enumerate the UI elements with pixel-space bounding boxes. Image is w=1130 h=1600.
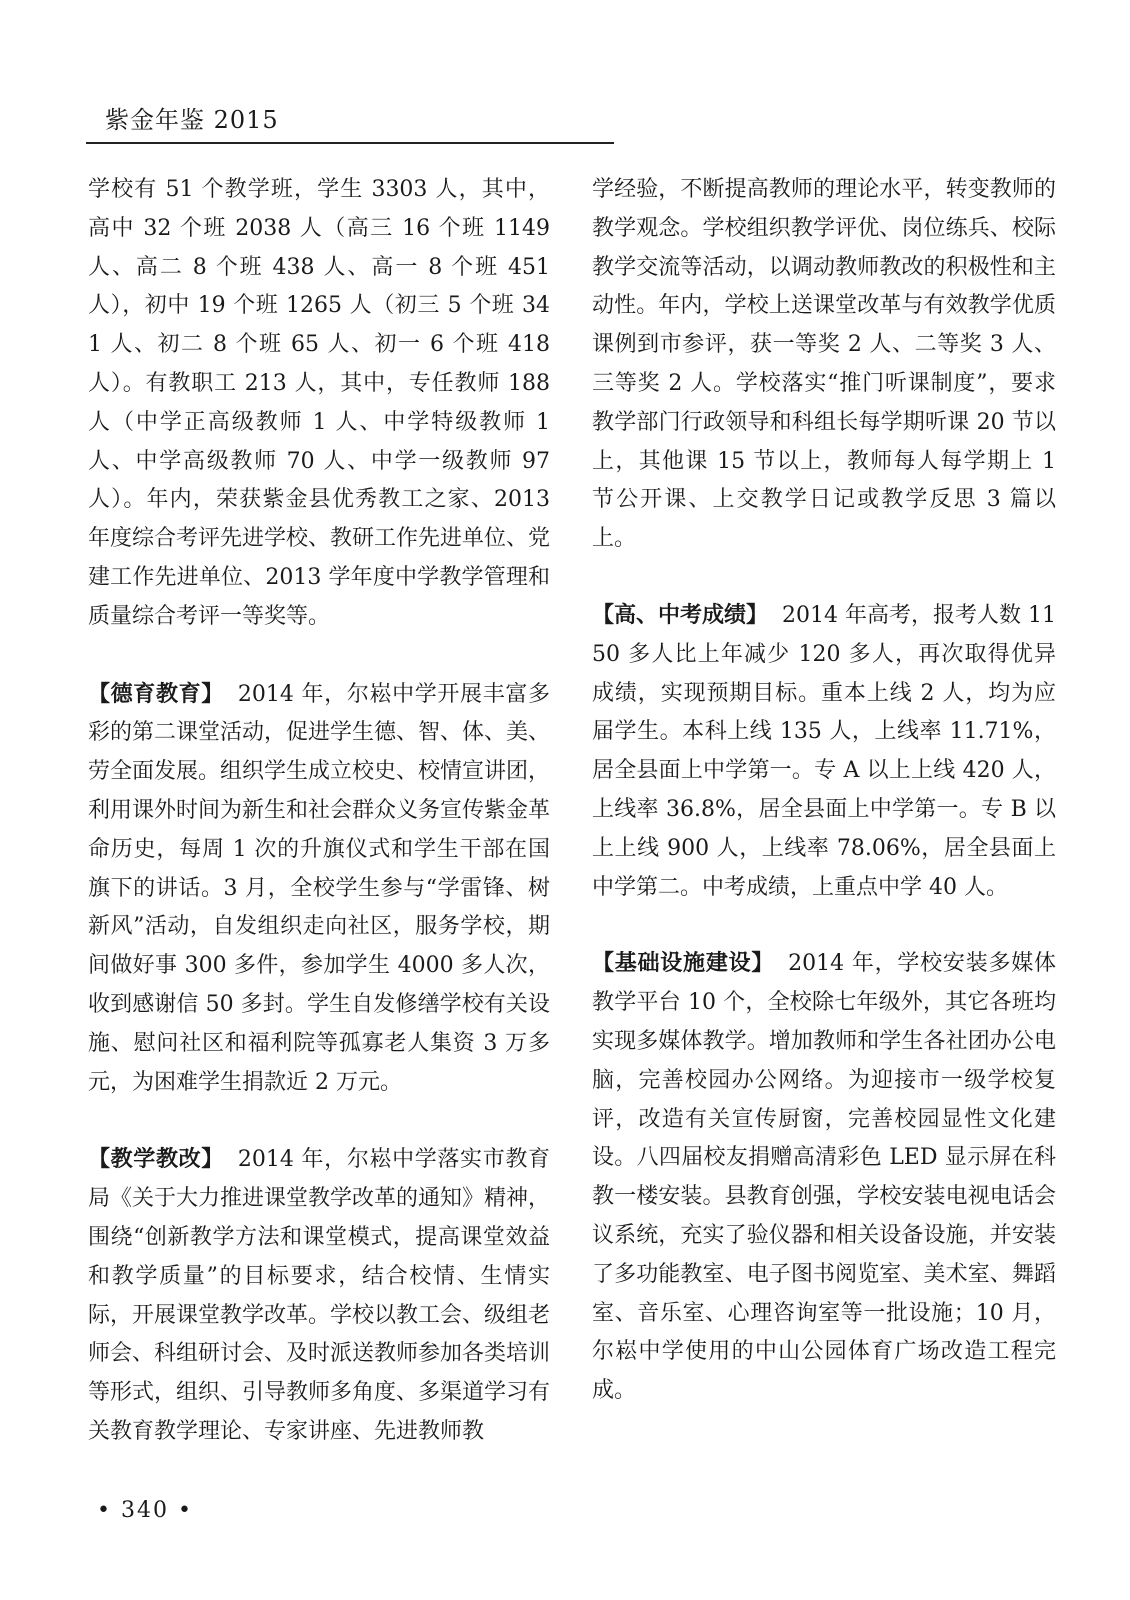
exam-results-section bbox=[592, 597, 1056, 907]
exam-results-body: 2014 年高考，报考人数 1150 多人比上年减少 120 多人，再次取得优异成绩，实现预期目标。重本上线 2 人，均为应届学生。本科上线 135 人，上线率 11.71%，居全县面上中学第一。专 A 以上上线 420 人，上线率 36.8%，居全县面上中学第一。专 B 以上上线 900 人，上线率 78.06%，居全县面上中学第二。中考成绩，上重点中学 40 人。 bbox=[592, 602, 1056, 900]
teaching-reform-heading: 【教学教改】 bbox=[88, 1147, 224, 1173]
exam-results-heading: 【高、中考成绩】 bbox=[592, 602, 769, 628]
infrastructure-section bbox=[592, 945, 1056, 1411]
teaching-reform-section bbox=[88, 1141, 550, 1451]
teaching-reform-continued: 学经验，不断提高教师的理论水平，转变教师的教学观念。学校组织教学评优、岗位练兵、校际教学交流等活动，以调动教师教改的积极性和主动性。年内，学校上送课堂改革与有效教学优质课例到市参评，获一等奖 2 人、二等奖 3 人、三等奖 2 人。学校落实“推门听课制度”，要求教学部门行政领导和科组长每学期听课 20 节以上，其他课 15 节以上，教师每人每学期上 1 节公开课、上交教学日记或教学反思 3 篇以上。 bbox=[592, 177, 1056, 552]
running-header: 紫金年鉴 2015 bbox=[105, 106, 279, 134]
infrastructure-heading: 【基础设施建设】 bbox=[592, 951, 775, 977]
right-column bbox=[592, 171, 1056, 1411]
school-overview-paragraph: 学校有 51 个教学班，学生 3303 人，其中，高中 32 个班 2038 人（高三 16 个班 1149 人、高二 8 个班 438 人、高一 8 个班 451 人），初中 19 个班 1265 人（初三 5 个班 341 人、初二 8 个班 65 人、初一 6 个班 418 人）。有教职工 213 人，其中，专任教师 188 人（中学正高级教师 1 人、中学特级教师 1 人、中学高级教师 70 人、中学一级教师 97 人）。年内，荣获紫金县优秀教工之家、2013 年度综合考评先进学校、教研工作先进单位、党建工作先进单位、2013 学年度中学教学管理和质量综合考评一等奖等。 bbox=[88, 177, 551, 629]
moral-education-section bbox=[88, 676, 550, 1103]
teaching-reform-body: 2014 年，尔崧中学落实市教育局《关于大力推进课堂教学改革的通知》精神，围绕“创新教学方法和课堂模式，提高课堂效益和教学质量”的目标要求，结合校情、生情实际，开展课堂教学改革。学校以教工会、级组老师会、科组研讨会、及时派送教师参加各类培训等形式，组织、引导教师多角度、多渠道学习有关教育教学理论、专家讲座、先进教师教 bbox=[88, 1147, 551, 1444]
page-number: • 340 • bbox=[97, 1498, 193, 1523]
left-column bbox=[88, 171, 550, 1452]
moral-education-body: 2014 年，尔崧中学开展丰富多彩的第二课堂活动，促进学生德、智、体、美、劳全面发展。组织学生成立校史、校情宣讲团，利用课外时间为新生和社会群众义务宣传紫金革命历史，每周 1 次的升旗仪式和学生干部在国旗下的讲话。3 月，全校学生参与“学雷锋、树新风”活动，自发组织走向社区，服务学校，期间做好事 300 多件，参加学生 4000 多人次，收到感谢信 50 多封。学生自发修缮学校有关设施、慰问社区和福利院等孤寡老人集资 3 万多元，为困难学生捐款近 2 万元。 bbox=[88, 681, 551, 1095]
moral-education-heading: 【德育教育】 bbox=[88, 681, 224, 707]
header-rule bbox=[86, 142, 614, 144]
infrastructure-body: 2014 年，学校安装多媒体教学平台 10 个，全校除七年级外，其它各班均实现多媒体教学。增加教师和学生各社团办公电脑，完善校园办公网络。为迎接市一级学校复评，改造有关宣传厨窗，完善校园显性文化建设。八四届校友捐赠高清彩色 LED 显示屏在科教一楼安装。县教育创强，学校安装电视电话会议系统，充实了验仪器和相关设备设施，并安装了多功能教室、电子图书阅览室、美术室、舞蹈室、音乐室、心理咨询室等一批设施；10 月，尔崧中学使用的中山公园体育广场改造工程完成。 bbox=[592, 951, 1056, 1404]
